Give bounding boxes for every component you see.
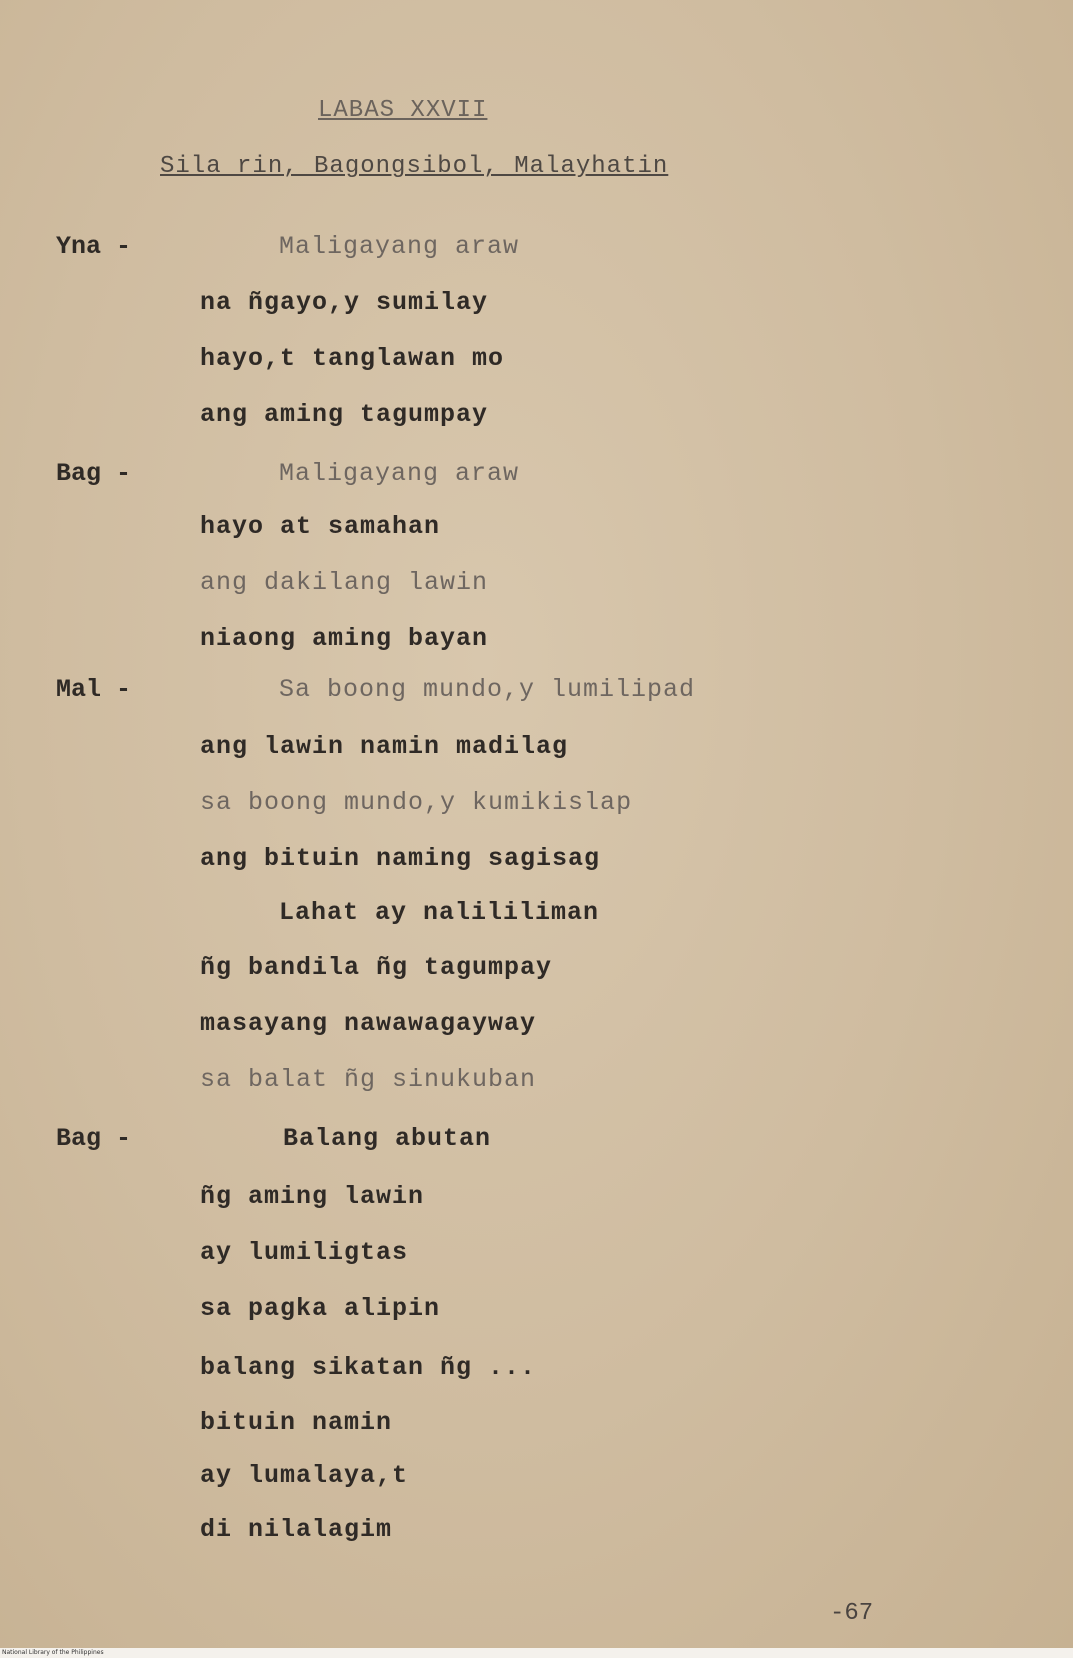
- verse-line: Maligayang araw: [279, 232, 520, 261]
- speaker-bag: Bag -: [56, 459, 132, 488]
- verse-line: ang bituin naming sagisag: [200, 844, 601, 873]
- footer-credit: National Library of the Philippines: [0, 1648, 1073, 1658]
- verse-line: sa pagka alipin: [200, 1294, 441, 1323]
- verse-line: ang aming tagumpay: [200, 400, 489, 429]
- verse-line: masayang nawawagayway: [200, 1009, 537, 1038]
- document-subtitle: Sila rin, Bagongsibol, Malayhatin: [160, 153, 669, 180]
- verse-line: ang dakilang lawin: [200, 568, 489, 597]
- verse-line: ñg aming lawin: [200, 1182, 425, 1211]
- speaker-yna: Yna -: [56, 232, 132, 261]
- verse-line: Lahat ay nalililiman: [279, 898, 600, 927]
- speaker-bag-second: Bag -: [56, 1124, 132, 1153]
- verse-line: di nilalagim: [200, 1515, 393, 1544]
- verse-line: hayo,t tanglawan mo: [200, 344, 505, 373]
- verse-line: balang sikatan ñg ...: [200, 1353, 537, 1382]
- verse-line: hayo at samahan: [200, 512, 441, 541]
- verse-line: ay lumalaya,t: [200, 1461, 409, 1490]
- verse-line: ñg bandila ñg tagumpay: [200, 953, 553, 982]
- verse-line: sa balat ñg sinukuban: [200, 1065, 537, 1094]
- verse-line: Maligayang araw: [279, 459, 520, 488]
- verse-line: ang lawin namin madilag: [200, 732, 569, 761]
- verse-line: bituin namin: [200, 1408, 393, 1437]
- page-number: -67: [830, 1600, 874, 1627]
- verse-line: na ñgayo,y sumilay: [200, 288, 489, 317]
- verse-line: niaong aming bayan: [200, 624, 489, 653]
- verse-line: Balang abutan: [283, 1124, 492, 1153]
- document-title: LABAS XXVII: [318, 97, 488, 124]
- verse-line: sa boong mundo,y kumikislap: [200, 788, 633, 817]
- verse-line: Sa boong mundo,y lumilipad: [279, 675, 696, 704]
- verse-line: ay lumiligtas: [200, 1238, 409, 1267]
- speaker-mal: Mal -: [56, 675, 132, 704]
